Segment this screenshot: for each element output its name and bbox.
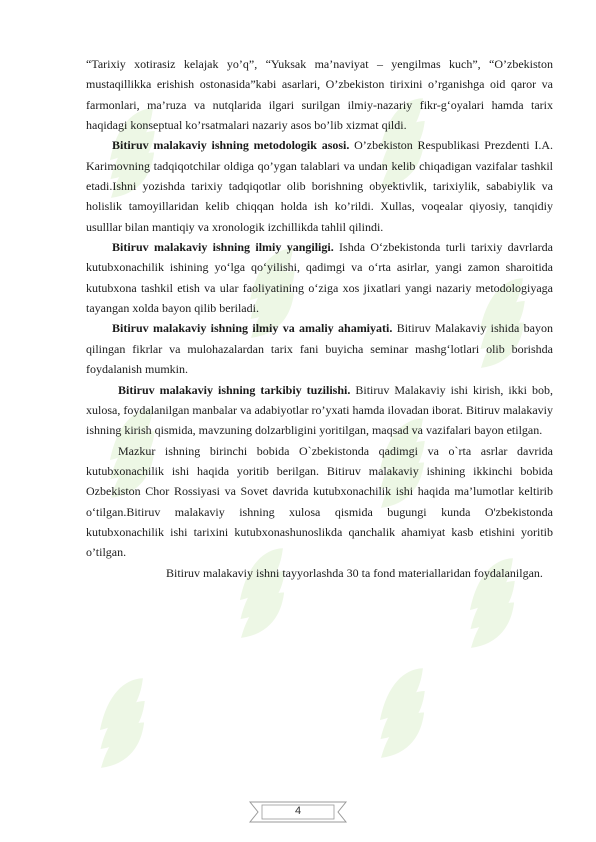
structure-text: Bitiruv Malakaviy ishi kirish, ikki bob, xulosa, foydalanilgan manbalar va adabiyotlar ro’yxati hamda ilovadan iborat. Bitiruv malakaviy ishning kirish qismida, mavzuning dolzarbligini yoritilgan, maqsad va vazifalari bayon etilgan. (86, 382, 553, 438)
page-number: 4 (294, 805, 302, 817)
paragraph-1 (86, 54, 553, 135)
structure-heading: Bitiruv malakaviy ishning tarkibiy tuzilishi. (118, 382, 351, 397)
sources-text: Bitiruv malakaviy ishni tayyorlashda 30 ta fond materiallaridan foydalanilgan. (166, 565, 543, 580)
paragraph-chapters (86, 441, 553, 563)
paragraph-novelty (86, 237, 553, 318)
paragraph-methodology (86, 135, 553, 237)
significance-heading: Bitiruv malakaviy ishning ilmiy va amaliy ahamiyati. (112, 321, 393, 336)
paragraph-structure (86, 380, 553, 441)
paragraph-significance (86, 318, 553, 379)
novelty-text: Ishda O‘zbekistonda turli tarixiy davrlarda kutubxonachilik ishining yo‘lga qo‘yilishi, qadimgi va o‘rta asirlar, yangi zamon sharoitida kutubxona tashkil etish va ular faoliyatining o‘ziga xos jixatlari yangi nazariy metodologiyaga tayangan xolda bayon qilib beriladi. (86, 240, 553, 316)
chapters-text: Mazkur ishning birinchi bobida O`zbekistonda qadimgi va o`rta asrlar davrida kutubxonachilik ishi haqida yoritib berilgan. Bitiruv malakaviy ishining ikkinchi bobida Ozbekiston Chor Rossiyasi va Sovet davrida kutubxonachilik ishi haqida ma’lumotlar keltirib o‘tilgan.Bitiruv malakaviy ishning xulosa qismida bugungi kunda O'zbekistonda kutubxonachilik ishi tarixini kutubxonashunoslikda qanchalik ahamiyat kasb etishini yoritib o’tilgan. (86, 443, 553, 560)
paragraph-sources (86, 563, 553, 583)
methodology-heading: Bitiruv malakaviy ishning metodologik asosi. (112, 138, 350, 153)
methodology-text: O’zbekiston Respublikasi Prezdenti I.A. Karimovning tadqiqotchilar oldiga qo’ygan talablari va undan kelib chiqadigan vazifalar tashkil etadi.Ishni yozishda tarixiy tadqiqotlar olib borishning obyektivlik, tarixiylik, sababiylik va holislik tamoyillaridan kelib chiqqan holda ish ko’rildi. Xullas, voqealar qiyosiy, tanqidiy usulllar bilan mantiqiy va xronologik izchillikda tahlil qilindi. (86, 138, 553, 234)
novelty-heading: Bitiruv malakaviy ishning ilmiy yangiligi. (112, 240, 334, 255)
page-number-footer (248, 798, 348, 826)
paragraph-1-text: “Tarixiy xotirasiz kelajak yo’q”, “Yuksak ma’naviyat – yengilmas kuch”, “O’zbekiston mustaqillikka erishish ostonasida”kabi asarlari, O’zbekiston tirixini o’rganishga oid qaror va farmonlari, ma’ruza va nutqlarida ilgari surilgan ilmiy-nazariy fikr-g‘oyalari hamda tarix haqidagi konseptual ko’rsatmalari nazariy asos bo’lib xizmat qildi. (86, 57, 553, 133)
significance-text: Bitiruv Malakaviy ishida bayon qilingan fikrlar va mulohazalardan tarix fani buyicha seminar mashg‘lotlari olib borishda foydalanish mumkin. (86, 321, 553, 377)
document-body (86, 54, 553, 583)
